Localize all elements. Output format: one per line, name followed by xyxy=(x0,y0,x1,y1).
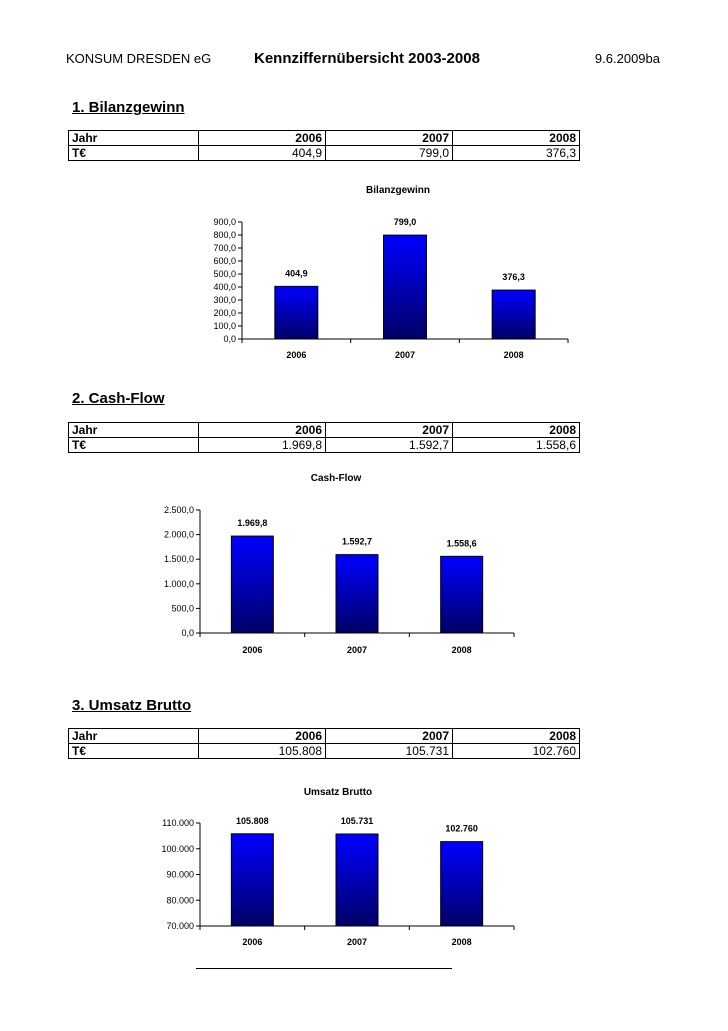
y-tick-label: 800,0 xyxy=(213,230,236,240)
x-tick-label: 2007 xyxy=(394,350,416,360)
cell-value: 2006 xyxy=(199,729,326,744)
y-tick-label: 300,0 xyxy=(213,295,236,305)
data-label: 1.558,6 xyxy=(446,538,477,549)
row-label: Jahr xyxy=(69,131,199,146)
cell-value: 2007 xyxy=(326,423,453,438)
section-heading-bilanzgewinn: 1. Bilanzgewinn xyxy=(72,99,185,116)
cell-value: 2008 xyxy=(453,729,580,744)
data-label: 1.969,8 xyxy=(237,518,268,529)
y-tick-label: 1.000,0 xyxy=(163,578,194,589)
section-heading-umsatz-brutto: 3. Umsatz Brutto xyxy=(72,697,192,714)
bar xyxy=(231,834,273,926)
chart-title: Umsatz Brutto xyxy=(303,787,373,798)
cell-value: 376,3 xyxy=(453,146,580,161)
data-label: 376,3 xyxy=(502,272,525,283)
data-label: 105.731 xyxy=(340,815,374,826)
cell-value: 1.558,6 xyxy=(453,438,580,453)
y-tick-label: 2.000,0 xyxy=(163,529,194,540)
y-tick-label: 400,0 xyxy=(213,282,236,292)
table-bilanzgewinn xyxy=(68,130,580,161)
bar xyxy=(441,556,483,633)
bar xyxy=(441,842,483,926)
y-tick-label: 200,0 xyxy=(213,308,236,318)
x-tick-label: 2006 xyxy=(242,645,263,655)
data-label: 404,9 xyxy=(285,268,308,279)
bar xyxy=(336,834,378,926)
y-tick-label: 700,0 xyxy=(213,243,236,253)
data-label: 1.592,7 xyxy=(341,536,373,547)
cell-value: 105.731 xyxy=(326,744,453,759)
data-label: 102.760 xyxy=(445,823,478,834)
cell-value: 2008 xyxy=(453,423,580,438)
cell-value: 1.592,7 xyxy=(326,438,453,453)
bar xyxy=(336,555,378,633)
data-label: 799,0 xyxy=(393,217,417,228)
section-heading-cash-flow: 2. Cash-Flow xyxy=(72,390,165,407)
table-row xyxy=(69,744,580,759)
row-label: Jahr xyxy=(69,729,199,744)
x-tick-label: 2007 xyxy=(346,645,368,655)
cell-value: 1.969,8 xyxy=(199,438,326,453)
y-tick-label: 600,0 xyxy=(213,256,236,266)
y-tick-label: 80.000 xyxy=(166,895,194,906)
cell-value: 2006 xyxy=(199,423,326,438)
y-tick-label: 110.000 xyxy=(162,818,194,828)
x-tick-label: 2006 xyxy=(286,350,307,360)
table-row xyxy=(69,423,580,438)
y-tick-label: 70.000 xyxy=(166,921,194,931)
x-tick-label: 2008 xyxy=(451,937,472,947)
table-row xyxy=(69,131,580,146)
bar xyxy=(275,286,318,339)
x-tick-label: 2007 xyxy=(346,937,368,947)
x-tick-label: 2008 xyxy=(503,350,524,360)
bar xyxy=(492,290,535,339)
y-tick-label: 2.500,0 xyxy=(163,505,194,515)
x-tick-label: 2006 xyxy=(242,937,263,947)
chart-bilanzgewinn xyxy=(0,178,728,368)
chart-title: Bilanzgewinn xyxy=(366,185,430,196)
y-tick-label: 0,0 xyxy=(223,334,236,344)
date-stamp: 9.6.2009ba xyxy=(594,51,660,66)
row-label: T€ xyxy=(69,744,199,759)
cell-value: 2007 xyxy=(326,729,453,744)
cell-value: 404,9 xyxy=(199,146,326,161)
y-tick-label: 1.500,0 xyxy=(163,554,194,565)
row-label: T€ xyxy=(69,146,199,161)
cell-value: 2008 xyxy=(453,131,580,146)
y-tick-label: 500,0 xyxy=(213,269,236,279)
y-tick-label: 900,0 xyxy=(213,217,236,227)
company-name: KONSUM DRESDEN eG xyxy=(66,51,212,66)
y-tick-label: 0,0 xyxy=(181,628,194,638)
cell-value: 102.760 xyxy=(453,744,580,759)
y-tick-label: 100.000 xyxy=(161,843,194,854)
table-row xyxy=(69,438,580,453)
bar xyxy=(384,235,427,339)
cell-value: 2007 xyxy=(326,131,453,146)
row-label: Jahr xyxy=(69,423,199,438)
y-tick-label: 500,0 xyxy=(171,603,194,614)
page-title: Kennziffernübersicht 2003-2008 xyxy=(254,50,480,67)
chart-title: Cash-Flow xyxy=(310,473,362,484)
y-tick-label: 90.000 xyxy=(166,869,194,880)
y-tick-label: 100,0 xyxy=(213,321,236,331)
x-tick-label: 2008 xyxy=(451,645,472,655)
table-umsatz-brutto xyxy=(68,728,580,759)
bar xyxy=(231,536,273,633)
cell-value: 105.808 xyxy=(199,744,326,759)
row-label: T€ xyxy=(69,438,199,453)
cell-value: 799,0 xyxy=(326,146,453,161)
chart-cash-flow xyxy=(0,466,728,666)
cell-value: 2006 xyxy=(199,131,326,146)
table-cash-flow xyxy=(68,422,580,453)
footer-rule xyxy=(196,968,452,969)
data-label: 105.808 xyxy=(236,815,269,826)
table-row xyxy=(69,146,580,161)
chart-umsatz-brutto xyxy=(0,780,728,955)
table-row xyxy=(69,729,580,744)
